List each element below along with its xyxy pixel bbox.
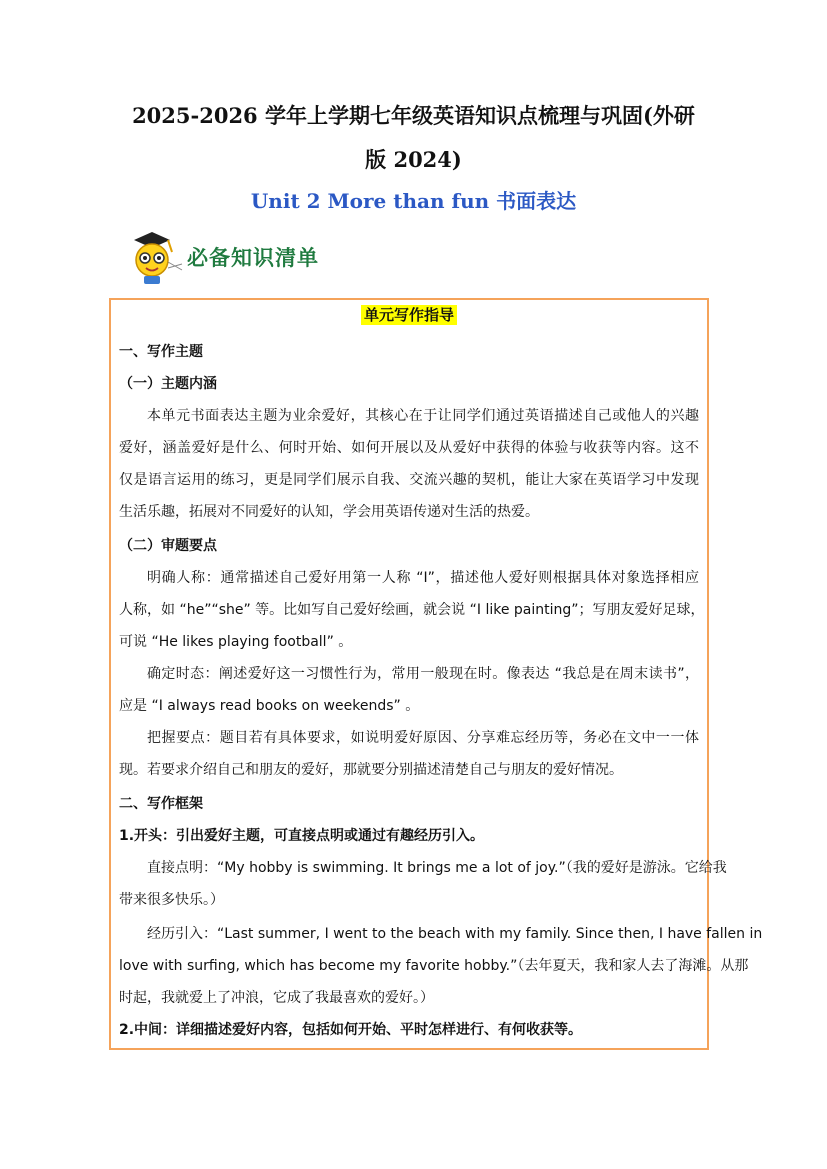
document-title-line-1: 2025-2026 学年上学期七年级英语知识点梳理与巩固(外研 [132,103,695,128]
subheading-key-points: （二）审题要点 [119,538,217,554]
document-title-line-2: 版 2024) [365,147,462,172]
paragraph-line: 确定时态：阐述爱好这一习惯性行为，常用一般现在时。像表达 “我总是在周末读书”， [147,666,699,682]
framework-step-middle: 2.中间：详细描述爱好内容，包括如何开始、平时怎样进行、有何收获等。 [119,1022,583,1038]
section-heading: 必备知识清单 [187,245,319,270]
paragraph-line: 生活乐趣，拓展对不同爱好的认知，学会用英语传递对生活的热爱。 [119,504,539,520]
box-title [111,304,707,325]
paragraph-line: 人称，如 “he”“she” 等。比如写自己爱好绘画，就会说 “I like painting”；写朋友爱好足球， [119,602,705,618]
paragraph-line: love with surfing, which has become my favorite hobby.”（去年夏天，我和家人去了海滩。从那 [119,958,749,974]
heading-writing-theme: 一、写作主题 [119,344,203,360]
paragraph-line: 应是 “I always read books on weekends” 。 [119,698,420,714]
heading-writing-framework: 二、写作框架 [119,796,203,812]
unit-subtitle: Unit 2 More than fun 书面表达 [250,189,577,213]
paragraph-line: 直接点明：“My hobby is swimming. It brings me a lot of joy.”（我的爱好是游泳。它给我 [147,860,727,876]
paragraph-line: 带来很多快乐。） [119,892,224,908]
subheading-theme-meaning: （一）主题内涵 [119,376,217,392]
paragraph-line: 仅是语言运用的练习，更是同学们展示自我、交流兴趣的契机，能让大家在英语学习中发现 [119,472,699,488]
scholar-mascot-icon [124,228,186,286]
box-title-text: 单元写作指导 [361,305,457,325]
paragraph-line: 本单元书面表达主题为业余爱好，其核心在于让同学们通过英语描述自己或他人的兴趣 [147,408,699,424]
paragraph-line: 时起，我就爱上了冲浪，它成了我最喜欢的爱好。） [119,990,434,1006]
paragraph-line: 明确人称：通常描述自己爱好用第一人称 “I”，描述他人爱好则根据具体对象选择相应 [147,570,699,586]
writing-guide-box [109,298,763,1050]
paragraph-line: 可说 “He likes playing football” 。 [119,634,353,650]
paragraph-line: 爱好，涵盖爱好是什么、何时开始、如何开展以及从爱好中获得的体验与收获等内容。这不 [119,440,699,456]
paragraph-line: 经历引入：“Last summer, I went to the beach with my family. Since then, I have fallen in [147,926,763,942]
paragraph-line: 现。若要求介绍自己和朋友的爱好，那就要分别描述清楚自己与朋友的爱好情况。 [119,762,623,778]
framework-step-opening: 1.开头：引出爱好主题，可直接点明或通过有趣经历引入。 [119,828,485,844]
paragraph-line: 把握要点：题目若有具体要求，如说明爱好原因、分享难忘经历等，务必在文中一一体 [147,730,699,746]
